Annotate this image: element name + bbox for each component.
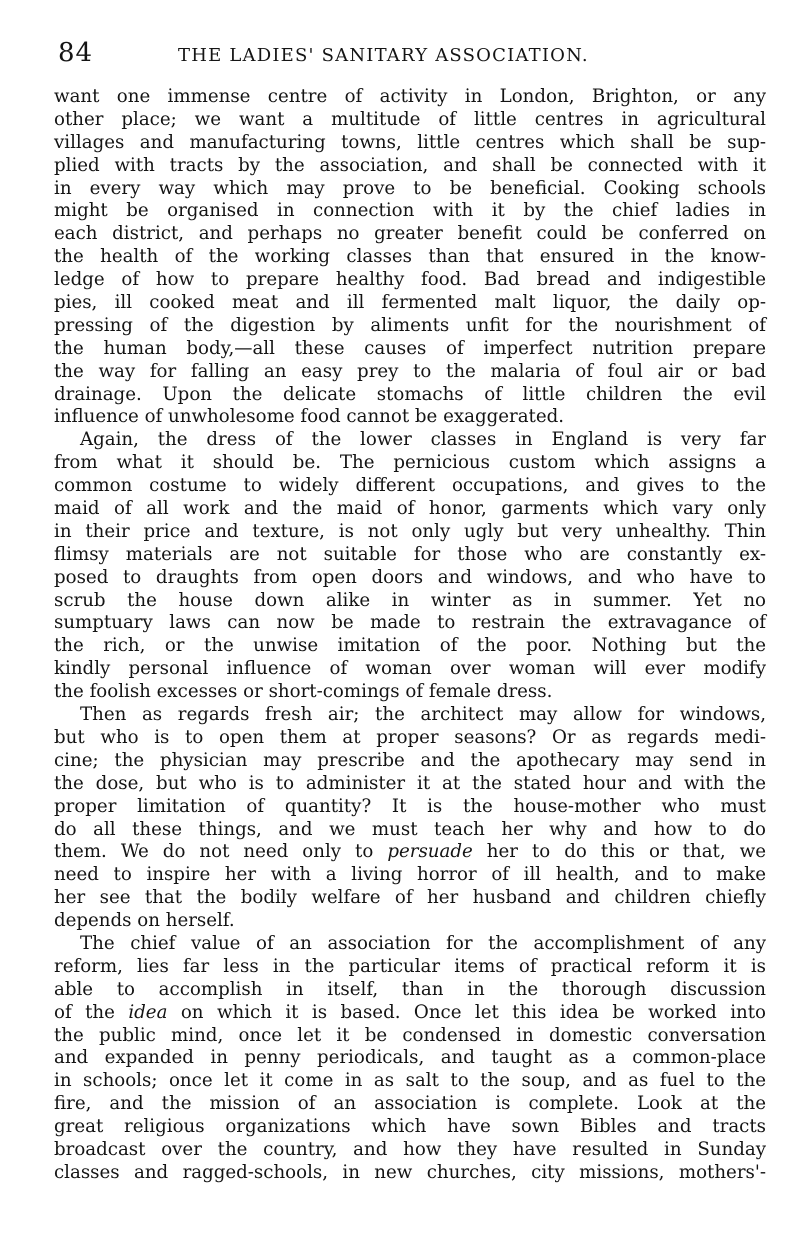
- text-line: fire, and the mission of an association is complete. Look at the: [54, 1093, 766, 1115]
- text-line: from what it should be. The pernicious custom which assigns a: [54, 452, 766, 474]
- emphasis: idea: [128, 1001, 168, 1023]
- text-line: the dose, but who is to administer it at the stated hour and with the: [54, 772, 766, 794]
- text-run: her to do this or that, we: [486, 841, 766, 863]
- text-line: influence of unwholesome food cannot be exaggerated.: [54, 406, 565, 428]
- text-line: proper limitation of quantity? It is the house-mother who must: [54, 795, 766, 817]
- page-header: [48, 38, 760, 72]
- text-line: her see that the bodily welfare of her husband and children chiefly: [54, 887, 766, 909]
- text-line: plied with tracts by the association, and shall be connected with it: [54, 154, 766, 176]
- text-line: in every way which may prove to be beneficial. Cooking schools: [54, 177, 766, 199]
- text-line: scrub the house down alike in winter as in summer. Yet no: [54, 589, 766, 611]
- text-line: pies, ill cooked meat and ill fermented malt liquor, the daily op-: [54, 292, 766, 314]
- text-line: cine; the physician may prescribe and the apothecary may send in: [54, 749, 766, 771]
- text-line: do all these things, and we must teach her why and how to do: [54, 818, 766, 840]
- text-line: the health of the working classes than that ensured in the know-: [54, 246, 766, 268]
- text-line: reform, lies far less in the particular items of practical reform it is: [54, 955, 766, 977]
- text-line: in their price and texture, is not only ugly but very unhealthy. Thin: [54, 520, 766, 542]
- text-line: great religious organizations which have sown Bibles and tracts: [54, 1116, 766, 1138]
- text-line: depends on herself.: [54, 910, 235, 932]
- text-line: The chief value of an association for the accomplishment of any: [80, 932, 766, 954]
- text-line: in schools; once let it come in as salt to the soup, and as fuel to the: [54, 1070, 766, 1092]
- text-line: the way for falling an easy prey to the malaria of foul air or bad: [54, 360, 766, 382]
- text-line: the human body,—all these causes of imperfect nutrition prepare: [54, 337, 766, 359]
- text-line: sumptuary laws can now be made to restrain the extravagance of: [54, 612, 766, 634]
- text-line: able to accomplish in itself, than in the thorough discussion: [54, 978, 766, 1000]
- paragraph: [54, 704, 766, 933]
- text-line: the rich, or the unwise imitation of the poor. Nothing but the: [54, 635, 766, 657]
- text-run: them. We do not need only to: [54, 841, 374, 863]
- text-line: and expanded in penny periodicals, and taught as a common-place: [54, 1047, 766, 1069]
- text-line: kindly personal influence of woman over woman will ever modify: [54, 658, 766, 680]
- text-line: villages and manufacturing towns, little centres which shall be sup-: [54, 131, 766, 153]
- text-run: on which it is based. Once let this idea be worked into: [180, 1001, 767, 1023]
- paragraph: [54, 429, 766, 704]
- text-line: the public mind, once let it be condensed in domestic conversation: [54, 1024, 766, 1046]
- emphasis: persuade: [387, 841, 473, 863]
- text-line: might be organised in connection with it by the chief ladies in: [54, 200, 766, 222]
- text-line: Then as regards fresh air; the architect may allow for windows,: [80, 704, 766, 726]
- text-line: drainage. Upon the delicate stomachs of little children the evil: [54, 383, 766, 405]
- text-line: maid of all work and the maid of honor, garments which vary only: [54, 498, 766, 520]
- text-run: of the: [54, 1001, 115, 1023]
- text-line: pressing of the digestion by aliments unfit for the nourishment of: [54, 314, 766, 336]
- text-line: the foolish excesses or short-comings of female dress.: [54, 681, 553, 703]
- paragraph: [54, 933, 766, 1185]
- text-line: posed to draughts from open doors and windows, and who have to: [54, 566, 766, 588]
- text-line: [54, 1002, 766, 1025]
- text-line: other place; we want a multitude of little centres in agricultural: [54, 108, 766, 130]
- paragraph: [54, 86, 766, 429]
- running-head: THE LADIES' SANITARY ASSOCIATION.: [178, 45, 589, 66]
- page-number: 84: [58, 38, 94, 68]
- text-line: broadcast over the country, and how they have resulted in Sunday: [54, 1138, 766, 1160]
- text-line: need to inspire her with a living horror of ill health, and to make: [54, 864, 766, 886]
- text-line: but who is to open them at proper seasons? Or as regards medi-: [54, 726, 766, 748]
- text-line: want one immense centre of activity in London, Brighton, or any: [54, 86, 766, 107]
- text-line: Again, the dress of the lower classes in England is very far: [80, 429, 766, 451]
- text-line: ledge of how to prepare healthy food. Bad bread and indigestible: [54, 269, 766, 291]
- text-line: common costume to widely different occupations, and gives to the: [54, 475, 766, 497]
- body-text: [54, 86, 766, 1185]
- text-line: flimsy materials are not suitable for those who are constantly ex-: [54, 543, 766, 565]
- text-line: classes and ragged-schools, in new churches, city missions, mothers'-: [54, 1161, 766, 1183]
- text-line: [54, 841, 766, 864]
- text-line: each district, and perhaps no greater benefit could be conferred on: [54, 223, 766, 245]
